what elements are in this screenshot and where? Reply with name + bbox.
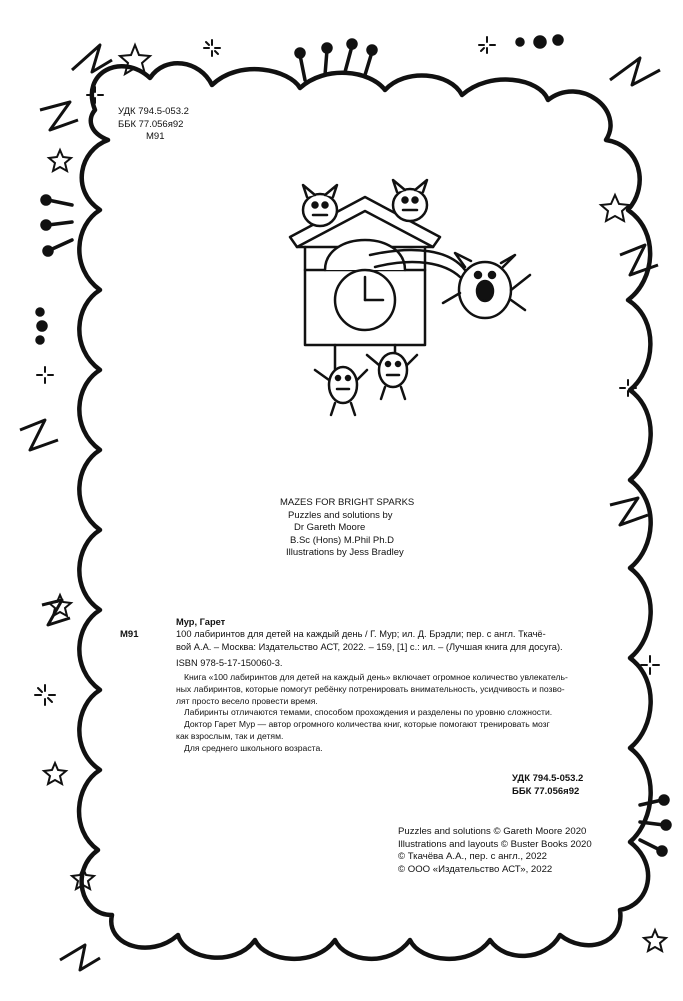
themes-line: Лабиринты отличаются темами, способом прохождения и разделены по уровню сложности. [184,707,553,718]
annotation-line: Книга «100 лабиринтов для детей на каждый день» включает огромное количество увлекатель- [184,672,568,682]
catalog-description-line: вой А.А. – Москва: Издательство АСТ, 2022. – 159, [1] с.: ил. – (Лучшая книга для досуга). [176,641,563,652]
catalog-annotation [176,672,631,755]
catalog-code: М91 [120,629,139,640]
catalog-card [176,616,631,669]
credit-line: B.Sc (Hons) M.Phil Ph.D [290,534,394,546]
catalog-isbn: ISBN 978-5-17-150060-3. [176,657,283,668]
author-bio-line: Доктор Гарет Мур — автор огромного количества книг, которые помогают тренировать мозг [184,719,550,730]
udk-code-bottom: УДК 794.5-053.2 [512,773,584,784]
catalog-author: Мур, Гарет [176,617,226,627]
copyright-line: © ООО «Издательство АСТ», 2022 [398,863,553,875]
credit-line: Illustrations by Jess Bradley [286,547,404,558]
bbk-code: ББК 77.056я92 [118,118,184,130]
bottom-codes [512,773,583,798]
credit-line: Dr Gareth Moore [294,522,366,533]
title-block [280,497,414,560]
credit-line: Puzzles and solutions by [288,509,393,521]
copyright-block [398,826,592,876]
book-title-en: MAZES FOR BRIGHT SPARKS [280,497,415,508]
top-codes [118,106,189,144]
annotation-line: лят просто весело провести время. [176,695,318,706]
bbk-code-bottom: ББК 77.056я92 [512,785,580,797]
author-mark: М91 [146,131,165,142]
annotation-line: ных лабиринтов, которые помогут ребёнку потренировать внимательность, усидчивость и позво- [176,683,565,694]
copyright-line: Puzzles and solutions © Gareth Moore 2020 [398,826,587,837]
author-bio-line: как взрослым, так и детям. [176,730,284,741]
catalog-description-line: 100 лабиринтов для детей на каждый день / Г. Мур; ил. Д. Брэдли; пер. с англ. Ткачё- [176,629,546,640]
copyright-line: © Ткачёва А.А., пер. с англ., 2022 [398,851,548,862]
udk-code: УДК 794.5-053.2 [118,106,189,117]
cuckoo-clock-illustration [275,175,540,425]
age-line: Для среднего школьного возраста. [184,742,323,753]
copyright-line: Illustrations and layouts © Buster Books 2020 [398,838,592,850]
